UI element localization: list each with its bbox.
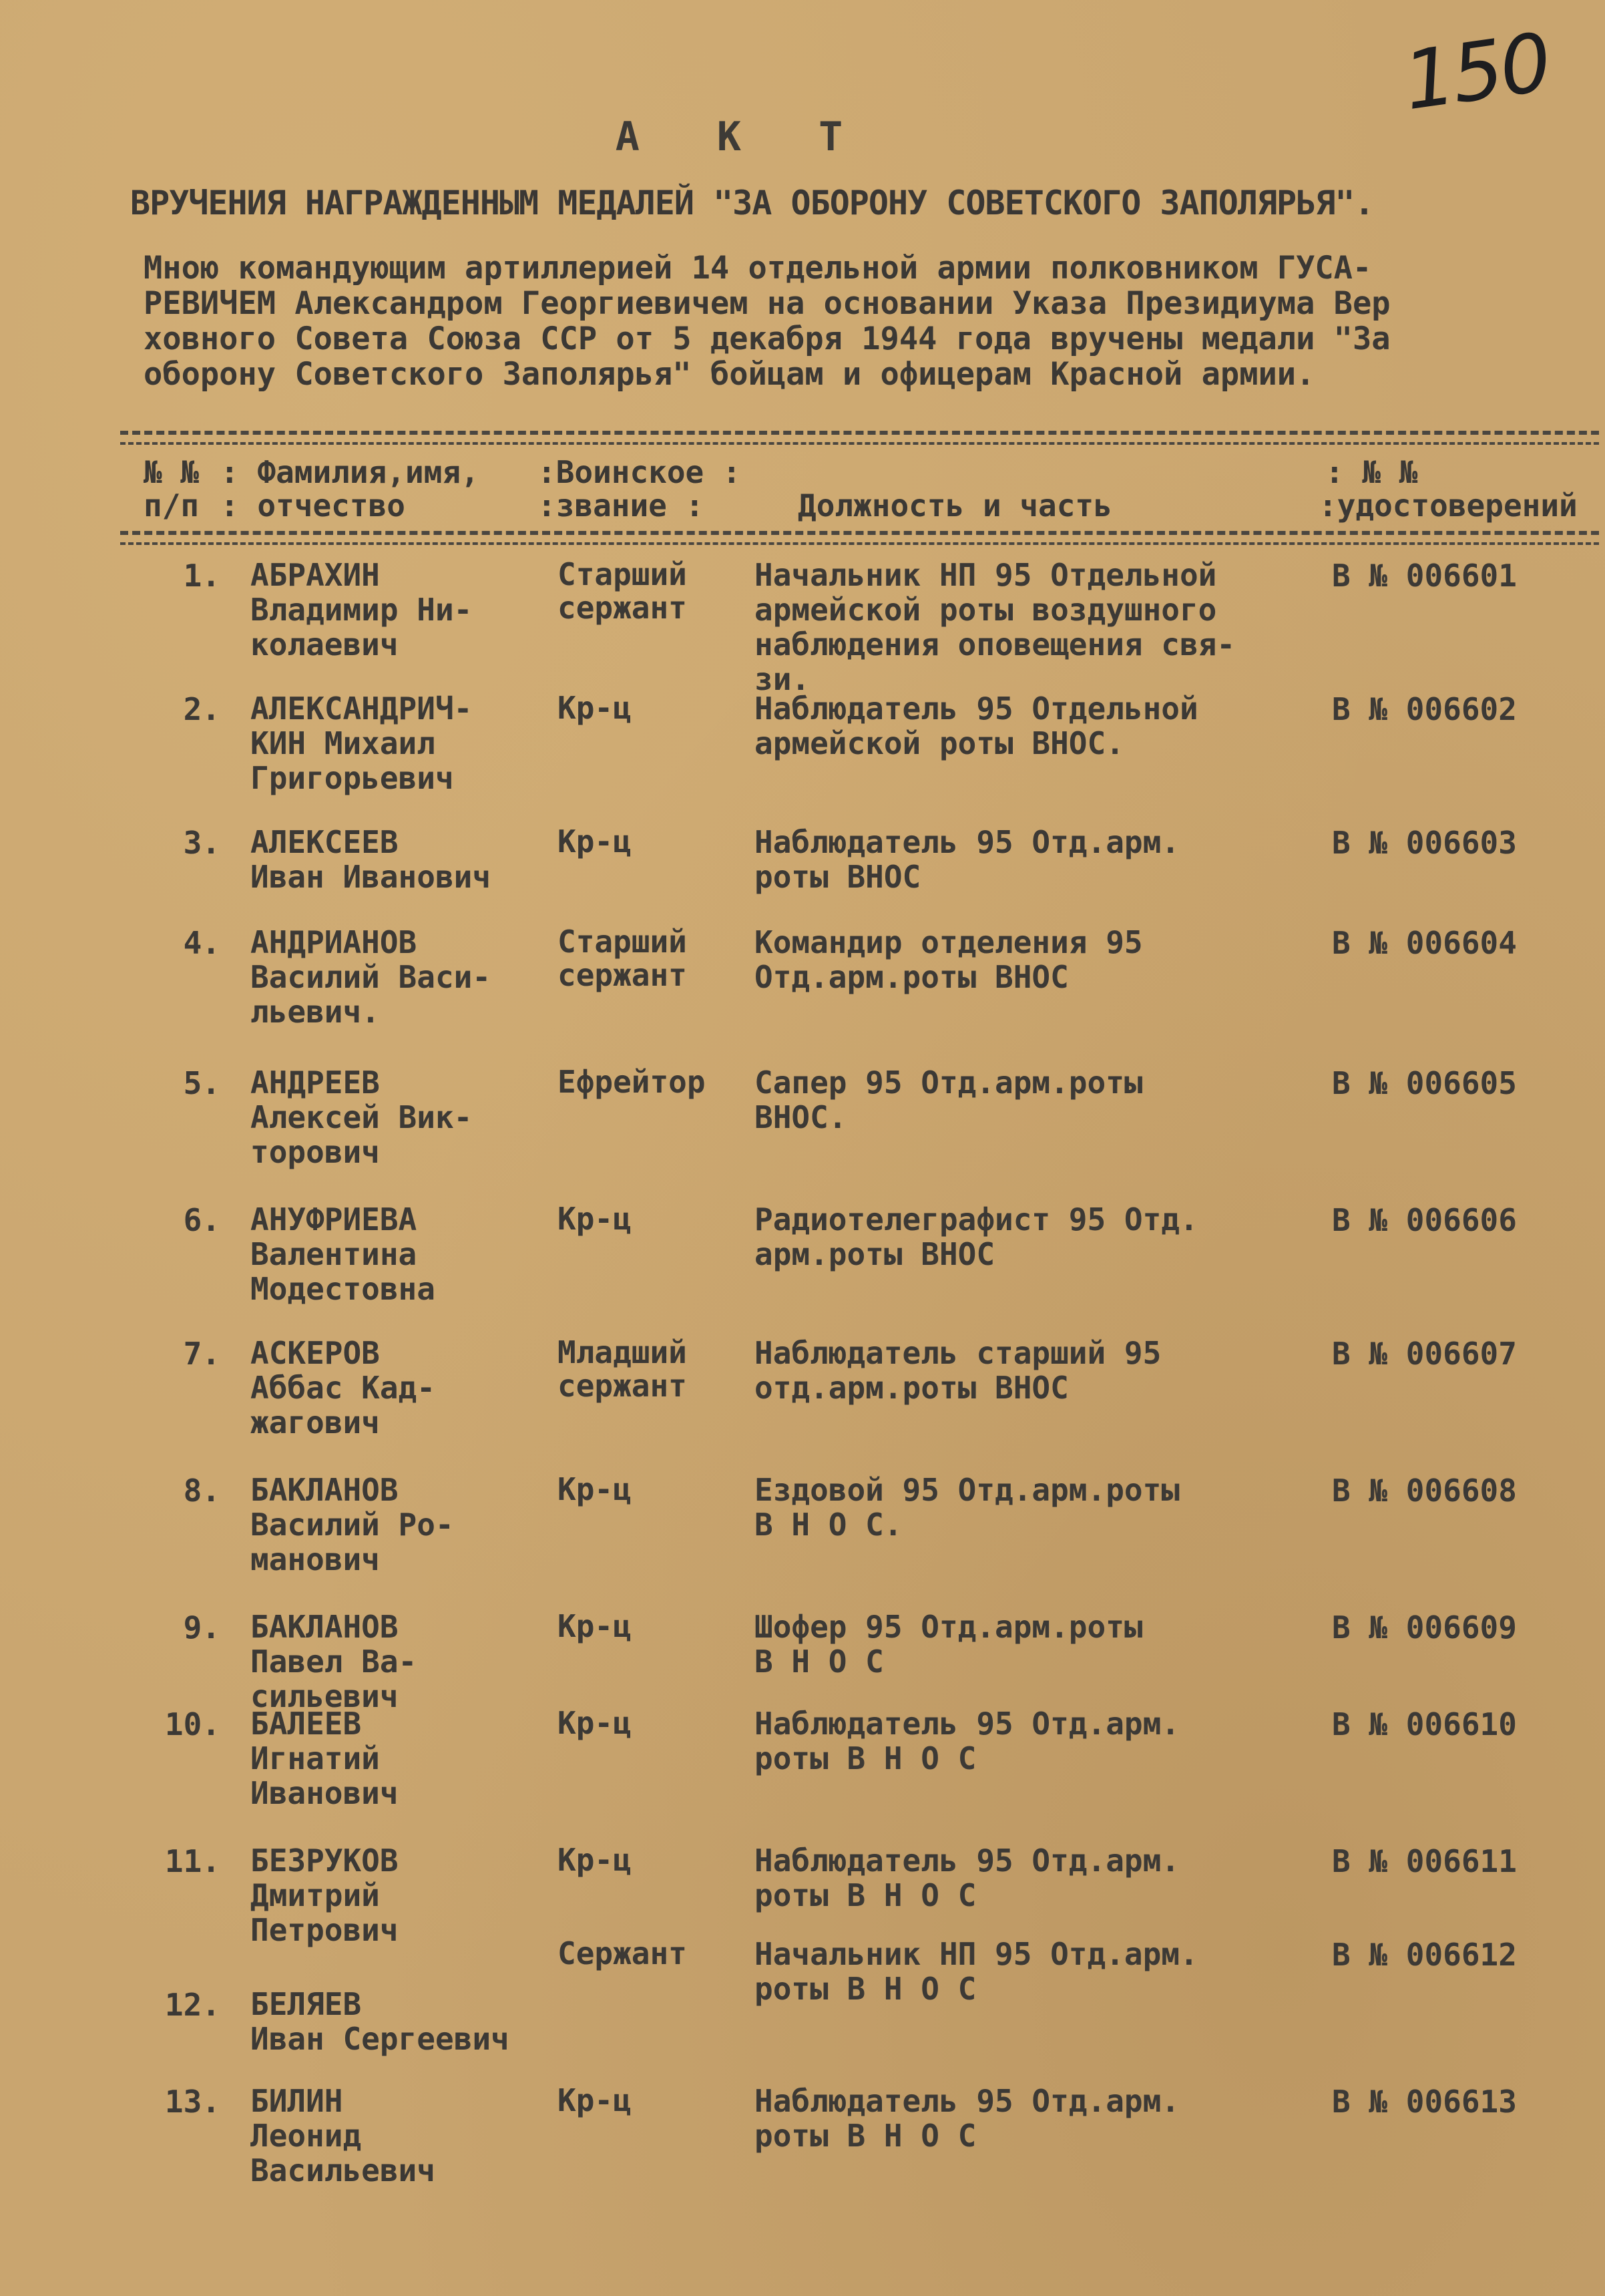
row-rank bbox=[557, 1336, 738, 1402]
position-line: В Н О С. bbox=[754, 1507, 903, 1543]
row-certificate: В № 006601 bbox=[1332, 558, 1517, 594]
name-line: Владимир Ни- bbox=[250, 592, 473, 628]
name-line: Модестовна bbox=[250, 1271, 435, 1307]
name-line: Иванович bbox=[250, 1775, 399, 1811]
row-position bbox=[754, 925, 1309, 994]
row-name bbox=[250, 1473, 557, 1577]
position-line: армейской роты воздушного bbox=[754, 592, 1217, 628]
position-line: роты В Н О С bbox=[754, 2118, 977, 2154]
row-number: 5. bbox=[183, 1065, 220, 1101]
row-name bbox=[250, 1843, 557, 1947]
row-number: 7. bbox=[183, 1336, 220, 1372]
row-rank bbox=[557, 1609, 738, 1643]
name-line: торович bbox=[250, 1134, 380, 1170]
row-position bbox=[754, 558, 1309, 697]
intro-line: Мною командующим артиллерией 14 отдельной армии полковником ГУСА- bbox=[144, 250, 1372, 286]
header-num-2: п/п bbox=[144, 488, 200, 524]
name-line: Иван Иванович bbox=[250, 859, 491, 895]
row-rank bbox=[557, 1843, 738, 1877]
name-line: КИН Михаил bbox=[250, 725, 435, 761]
row-number: 3. bbox=[183, 825, 220, 861]
position-line: Радиотелеграфист 95 Отд. bbox=[754, 1201, 1198, 1237]
row-certificate: В № 006611 bbox=[1332, 1843, 1517, 1879]
name-line: АЛЕКСАНДРИЧ- bbox=[250, 691, 473, 727]
position-line: Шофер 95 Отд.арм.роты bbox=[754, 1609, 1143, 1645]
position-line: роты В Н О С bbox=[754, 1740, 977, 1776]
row-position bbox=[754, 1065, 1309, 1135]
name-line: Алексей Вик- bbox=[250, 1099, 473, 1135]
row-rank bbox=[557, 1937, 738, 1970]
name-line: Василий Ро- bbox=[250, 1507, 454, 1543]
rank-line: сержант bbox=[557, 590, 687, 626]
name-line: АЛЕКСЕЕВ bbox=[250, 824, 399, 860]
name-line: Петрович bbox=[250, 1912, 399, 1948]
row-number: 6. bbox=[183, 1202, 220, 1238]
rank-line: сержант bbox=[557, 957, 687, 993]
name-line: БЕЗРУКОВ bbox=[250, 1843, 399, 1879]
row-rank bbox=[557, 1706, 738, 1740]
position-line: роты В Н О С bbox=[754, 1877, 977, 1913]
rank-line: Сержант bbox=[557, 1935, 687, 1971]
position-line: Отд.арм.роты ВНОС bbox=[754, 959, 1069, 995]
header-cert-1: : № № bbox=[1325, 454, 1418, 490]
position-line: зи. bbox=[754, 661, 811, 697]
row-position bbox=[754, 1202, 1309, 1272]
position-line: роты В Н О С bbox=[754, 1971, 977, 2007]
name-line: Валентина bbox=[250, 1236, 417, 1272]
rank-line: Кр-ц bbox=[557, 1842, 632, 1878]
name-line: АНДРЕЕВ bbox=[250, 1065, 380, 1101]
row-certificate: В № 006613 bbox=[1332, 2084, 1517, 2120]
rank-line: Старший bbox=[557, 924, 687, 960]
table-header bbox=[0, 454, 1605, 534]
header-top-rule-2 bbox=[120, 442, 1599, 445]
row-certificate: В № 006609 bbox=[1332, 1609, 1517, 1646]
row-position bbox=[754, 1473, 1309, 1542]
position-line: Наблюдатель 95 Отд.арм. bbox=[754, 1706, 1180, 1742]
header-top-rule bbox=[120, 431, 1599, 435]
name-line: манович bbox=[250, 1541, 380, 1577]
row-name bbox=[250, 1609, 557, 1714]
intro-line: оборону Советского Заполярья" бойцам и офицерам Красной армии. bbox=[144, 357, 1315, 392]
position-line: Сапер 95 Отд.арм.роты bbox=[754, 1065, 1143, 1101]
row-number: 13. bbox=[164, 2084, 220, 2120]
row-position bbox=[754, 1336, 1309, 1405]
row-certificate: В № 006608 bbox=[1332, 1473, 1517, 1509]
intro-paragraph bbox=[144, 250, 1599, 392]
position-line: Командир отделения 95 bbox=[754, 924, 1143, 960]
header-bottom-rule bbox=[120, 531, 1599, 535]
name-line: АСКЕРОВ bbox=[250, 1335, 380, 1371]
rank-line: Кр-ц bbox=[557, 823, 632, 859]
name-line: АБРАХИН bbox=[250, 557, 380, 593]
document-subtitle: ВРУЧЕНИЯ НАГРАЖДЕННЫМ МЕДАЛЕЙ "ЗА ОБОРОНУ СОВЕТСКОГО ЗАПОЛЯРЬЯ". bbox=[130, 184, 1374, 222]
row-certificate: В № 006603 bbox=[1332, 825, 1517, 861]
position-line: Начальник НП 95 Отдельной bbox=[754, 557, 1217, 593]
row-position bbox=[754, 2084, 1309, 2153]
header-rank-2: :звание : bbox=[537, 488, 704, 524]
intro-line: ховного Совета Союза ССР от 5 декабря 1944 года вручены медали "За bbox=[144, 321, 1391, 357]
name-line: льевич. bbox=[250, 994, 380, 1030]
name-line: Васильевич bbox=[250, 2152, 435, 2188]
row-name bbox=[250, 691, 557, 795]
row-name bbox=[250, 1706, 557, 1810]
name-line: Игнатий bbox=[250, 1740, 380, 1776]
row-position bbox=[754, 1937, 1309, 2006]
row-number: 11. bbox=[164, 1843, 220, 1879]
page-number-handwritten: 150 bbox=[1398, 16, 1555, 129]
row-certificate: В № 006605 bbox=[1332, 1065, 1517, 1101]
position-line: В Н О С bbox=[754, 1644, 884, 1680]
row-position bbox=[754, 825, 1309, 894]
position-line: ВНОС. bbox=[754, 1099, 847, 1135]
row-rank bbox=[557, 825, 738, 858]
name-line: БАКЛАНОВ bbox=[250, 1472, 399, 1508]
row-rank bbox=[557, 925, 738, 992]
name-line: колаевич bbox=[250, 626, 399, 662]
row-rank bbox=[557, 691, 738, 725]
row-number: 2. bbox=[183, 691, 220, 727]
name-line: АНУФРИЕВА bbox=[250, 1201, 417, 1237]
name-line: БАЛЕЕВ bbox=[250, 1706, 362, 1742]
row-number: 8. bbox=[183, 1473, 220, 1509]
name-line: Павел Ва- bbox=[250, 1644, 417, 1680]
row-name bbox=[250, 1987, 557, 2056]
header-cert-2: :удостоверений bbox=[1319, 488, 1578, 524]
rank-line: Кр-ц bbox=[557, 1201, 632, 1237]
row-rank bbox=[557, 2084, 738, 2117]
row-position bbox=[754, 1843, 1309, 1913]
row-name bbox=[250, 1202, 557, 1306]
header-position: Должность и часть bbox=[798, 488, 1112, 524]
rank-line: Кр-ц bbox=[557, 1608, 632, 1644]
row-number: 12. bbox=[164, 1987, 220, 2023]
name-line: АНДРИАНОВ bbox=[250, 924, 417, 960]
position-line: Наблюдатель 95 Отд.арм. bbox=[754, 1843, 1180, 1879]
position-line: Начальник НП 95 Отд.арм. bbox=[754, 1936, 1198, 1972]
name-line: Аббас Кад- bbox=[250, 1370, 435, 1406]
header-num-1: № № bbox=[144, 454, 200, 490]
row-rank bbox=[557, 1202, 738, 1235]
row-name bbox=[250, 1065, 557, 1169]
row-certificate: В № 006607 bbox=[1332, 1336, 1517, 1372]
row-number: 4. bbox=[183, 925, 220, 961]
row-name bbox=[250, 1336, 557, 1440]
name-line: Василий Васи- bbox=[250, 959, 491, 995]
row-certificate: В № 006602 bbox=[1332, 691, 1517, 727]
row-name bbox=[250, 558, 557, 662]
row-rank bbox=[557, 558, 738, 624]
name-line: Григорьевич bbox=[250, 760, 454, 796]
name-line: жагович bbox=[250, 1404, 380, 1441]
position-line: роты ВНОС bbox=[754, 859, 921, 895]
rank-line: Кр-ц bbox=[557, 2082, 632, 2118]
row-certificate: В № 006610 bbox=[1332, 1706, 1517, 1742]
rank-line: Старший bbox=[557, 556, 687, 592]
row-rank bbox=[557, 1065, 738, 1099]
document-title: А К Т bbox=[615, 114, 870, 160]
rank-line: Младший bbox=[557, 1334, 687, 1370]
row-position bbox=[754, 1609, 1309, 1679]
row-position bbox=[754, 1706, 1309, 1776]
name-line: БАКЛАНОВ bbox=[250, 1609, 399, 1645]
name-line: Дмитрий bbox=[250, 1877, 380, 1913]
intro-line: РЕВИЧЕМ Александром Георгиевичем на основании Указа Президиума Вер bbox=[144, 286, 1391, 321]
position-line: Наблюдатель старший 95 bbox=[754, 1335, 1162, 1371]
position-line: наблюдения оповещения свя- bbox=[754, 626, 1236, 662]
row-position bbox=[754, 691, 1309, 761]
row-number: 9. bbox=[183, 1609, 220, 1646]
row-name bbox=[250, 2084, 557, 2188]
row-certificate: В № 006606 bbox=[1332, 1202, 1517, 1238]
position-line: отд.арм.роты ВНОС bbox=[754, 1370, 1069, 1406]
position-line: Наблюдатель 95 Отд.арм. bbox=[754, 824, 1180, 860]
header-name-2: : отчество bbox=[220, 488, 405, 524]
rank-line: Кр-ц bbox=[557, 690, 632, 726]
row-name bbox=[250, 825, 557, 894]
name-line: БИЛИН bbox=[250, 2083, 343, 2119]
row-number: 10. bbox=[164, 1706, 220, 1742]
rank-line: Кр-ц bbox=[557, 1705, 632, 1741]
rank-line: Ефрейтор bbox=[557, 1064, 706, 1100]
position-line: Наблюдатель 95 Отдельной bbox=[754, 691, 1198, 727]
row-rank bbox=[557, 1473, 738, 1506]
position-line: Наблюдатель 95 Отд.арм. bbox=[754, 2083, 1180, 2119]
row-certificate: В № 006604 bbox=[1332, 925, 1517, 961]
row-number: 1. bbox=[183, 558, 220, 594]
name-line: БЕЛЯЕВ bbox=[250, 1986, 362, 2022]
name-line: Иван Сергеевич bbox=[250, 2021, 509, 2057]
header-name-1: : Фамилия,имя, bbox=[220, 454, 479, 490]
name-line: сильевич bbox=[250, 1678, 399, 1714]
header-bottom-rule-2 bbox=[120, 542, 1599, 545]
row-name bbox=[250, 925, 557, 1029]
position-line: арм.роты ВНОС bbox=[754, 1236, 995, 1272]
position-line: армейской роты ВНОС. bbox=[754, 725, 1124, 761]
row-certificate: В № 006612 bbox=[1332, 1937, 1517, 1973]
name-line: Леонид bbox=[250, 2118, 362, 2154]
rank-line: сержант bbox=[557, 1368, 687, 1404]
header-rank-1: :Воинское : bbox=[537, 454, 741, 490]
rank-line: Кр-ц bbox=[557, 1471, 632, 1507]
position-line: Ездовой 95 Отд.арм.роты bbox=[754, 1472, 1180, 1508]
